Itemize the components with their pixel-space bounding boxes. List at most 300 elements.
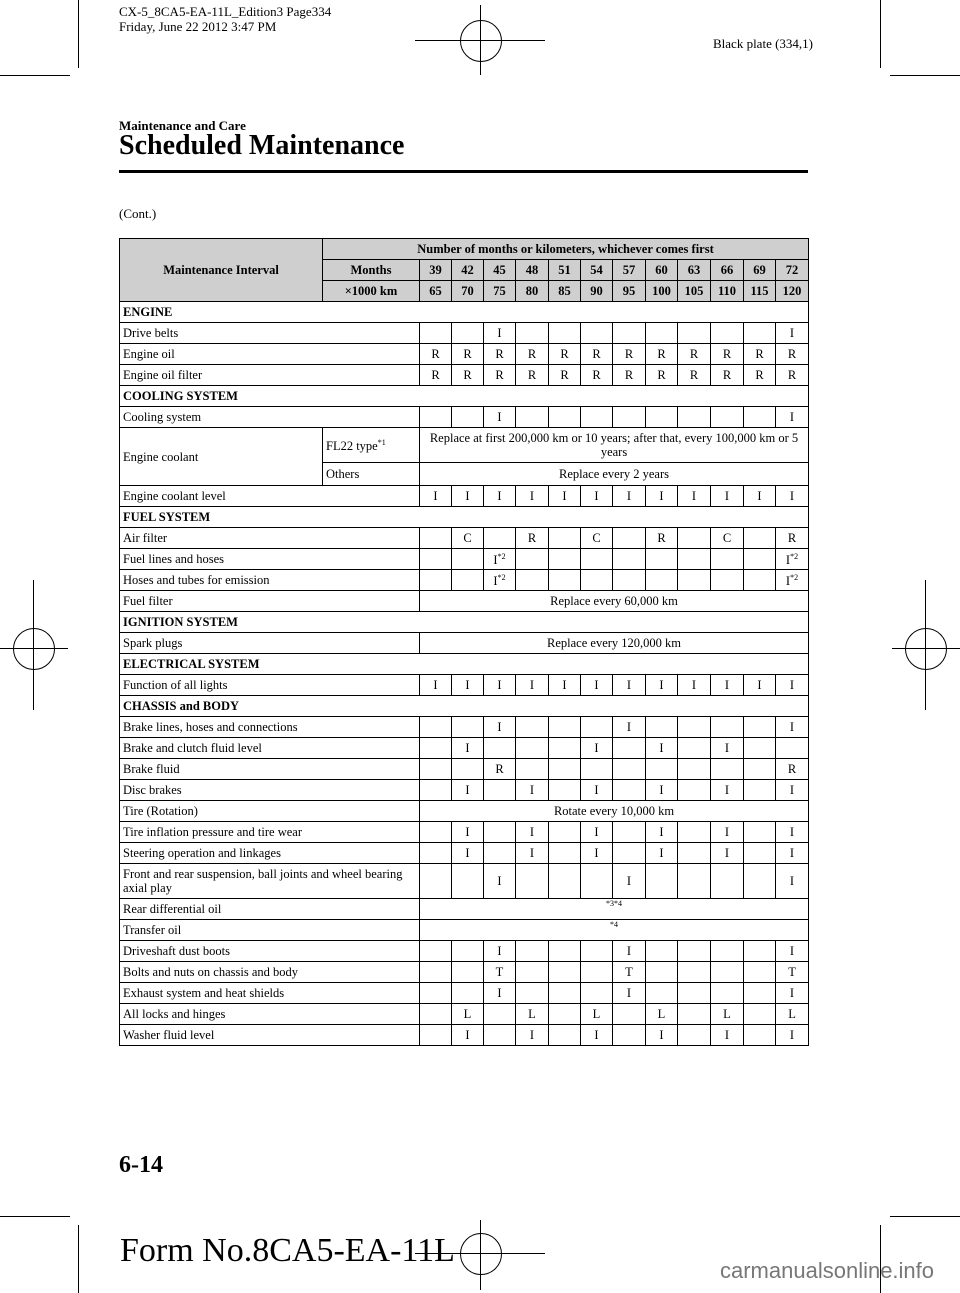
schedule-cell (581, 864, 613, 899)
schedule-code: I (529, 846, 535, 860)
schedule-cell (678, 528, 711, 549)
schedule-cell (420, 344, 452, 365)
table-row (120, 899, 809, 920)
schedule-code: R (787, 368, 797, 382)
schedule-cell (646, 983, 678, 1004)
km-label: ×1000 km (323, 281, 420, 302)
schedule-cell (420, 864, 452, 899)
schedule-cell (420, 549, 452, 570)
schedule-cell (646, 344, 678, 365)
schedule-cell (516, 843, 549, 864)
schedule-cell (678, 843, 711, 864)
schedule-code: I (789, 846, 795, 860)
schedule-cell (516, 864, 549, 899)
section-row (120, 302, 809, 323)
schedule-cell (420, 983, 452, 1004)
schedule-cell (420, 323, 452, 344)
schedule-cell (452, 365, 484, 386)
schedule-cell (581, 843, 613, 864)
item-label: Brake fluid (120, 759, 420, 780)
km-cell: 85 (549, 281, 581, 302)
schedule-cell (581, 344, 613, 365)
month-cell: 39 (420, 260, 452, 281)
schedule-code: I (789, 825, 795, 839)
schedule-cell (678, 864, 711, 899)
schedule-code: I (724, 783, 730, 797)
schedule-code: R (722, 347, 732, 361)
schedule-cell (581, 1025, 613, 1046)
schedule-code: I (594, 783, 599, 797)
schedule-cell (646, 549, 678, 570)
schedule-code: I (562, 678, 567, 692)
schedule-cell (484, 1004, 516, 1025)
schedule-cell (776, 549, 809, 570)
schedule-code: T (495, 965, 504, 979)
schedule-code: R (463, 347, 472, 361)
schedule-cell (452, 983, 484, 1004)
schedule-cell (549, 780, 581, 801)
schedule-cell (744, 738, 776, 759)
schedule-cell (581, 941, 613, 962)
schedule-cell (549, 1004, 581, 1025)
schedule-code: R (624, 368, 634, 382)
table-row (120, 759, 809, 780)
schedule-cell (646, 822, 678, 843)
schedule-code: R (495, 347, 504, 361)
table-row (120, 486, 809, 507)
schedule-cell (484, 941, 516, 962)
table-row (120, 1025, 809, 1046)
footnote-ref: *2 (790, 552, 799, 562)
schedule-cell (744, 1025, 776, 1046)
schedule-code: L (788, 1007, 796, 1021)
schedule-cell (678, 1025, 711, 1046)
schedule-code: R (755, 368, 764, 382)
schedule-cell (711, 407, 744, 428)
span-note: Replace every 120,000 km (420, 633, 809, 654)
schedule-cell (744, 962, 776, 983)
schedule-cell (613, 864, 646, 899)
schedule-cell (678, 738, 711, 759)
schedule-cell (516, 780, 549, 801)
schedule-code: I (433, 678, 438, 692)
schedule-cell (744, 843, 776, 864)
section-row (120, 507, 809, 528)
schedule-code: I (497, 986, 502, 1000)
footnote-ref: *2 (497, 573, 506, 583)
schedule-cell (484, 1025, 516, 1046)
schedule-cell (484, 528, 516, 549)
schedule-code: R (527, 368, 537, 382)
schedule-code: R (755, 347, 764, 361)
schedule-cell (646, 759, 678, 780)
km-cell: 115 (744, 281, 776, 302)
section-row (120, 696, 809, 717)
km-cell: 105 (678, 281, 711, 302)
cont-label: (Cont.) (119, 206, 157, 221)
schedule-cell (452, 941, 484, 962)
section-title: IGNITION SYSTEM (120, 612, 809, 633)
table-row (120, 633, 809, 654)
schedule-cell (678, 675, 711, 696)
schedule-cell (776, 780, 809, 801)
schedule-cell (484, 780, 516, 801)
schedule-cell (613, 323, 646, 344)
schedule-cell (744, 365, 776, 386)
schedule-cell (549, 675, 581, 696)
table-row (120, 570, 809, 591)
schedule-cell: I (452, 486, 484, 507)
plate-label: Black plate (334,1) (713, 36, 813, 51)
schedule-code: L (592, 1007, 601, 1021)
header-row (120, 239, 809, 260)
schedule-code: I (789, 678, 795, 692)
schedule-code: I (659, 846, 664, 860)
schedule-cell (776, 738, 809, 759)
schedule-cell (420, 528, 452, 549)
schedule-cell (484, 323, 516, 344)
schedule-code: R (592, 368, 601, 382)
schedule-cell (776, 983, 809, 1004)
schedule-cell (549, 365, 581, 386)
schedule-code: R (495, 368, 504, 382)
schedule-code: R (787, 762, 797, 776)
schedule-cell (613, 843, 646, 864)
schedule-code: R (657, 347, 666, 361)
km-cell: 90 (581, 281, 613, 302)
schedule-cell (646, 780, 678, 801)
schedule-cell (646, 941, 678, 962)
month-cell: 72 (776, 260, 809, 281)
schedule-code: C (592, 531, 601, 545)
schedule-code: I (659, 1028, 664, 1042)
month-cell: 66 (711, 260, 744, 281)
schedule-cell (420, 365, 452, 386)
schedule-cell (711, 738, 744, 759)
schedule-cell (711, 1004, 744, 1025)
schedule-cell (452, 962, 484, 983)
schedule-code: I (497, 410, 502, 424)
schedule-cell (484, 843, 516, 864)
section-title: ELECTRICAL SYSTEM (120, 654, 809, 675)
schedule-code: L (657, 1007, 666, 1021)
schedule-code: I (529, 1028, 535, 1042)
schedule-code: R (657, 368, 666, 382)
table-row (120, 591, 809, 612)
schedule-cell (516, 738, 549, 759)
section-title: CHASSIS and BODY (120, 696, 809, 717)
item-label: Transfer oil (120, 920, 420, 941)
schedule-cell (678, 549, 711, 570)
schedule-cell (646, 365, 678, 386)
item-label: Washer fluid level (120, 1025, 420, 1046)
form-number: Form No.8CA5-EA-11L (120, 1232, 455, 1269)
month-cell: 69 (744, 260, 776, 281)
schedule-cell (711, 717, 744, 738)
schedule-cell (581, 780, 613, 801)
title-rule (119, 170, 808, 173)
table-row (120, 843, 809, 864)
schedule-cell (744, 822, 776, 843)
schedule-cell (776, 344, 809, 365)
schedule-code: I (465, 846, 470, 860)
schedule-code: R (657, 531, 666, 545)
schedule-cell (711, 365, 744, 386)
schedule-code: R (431, 347, 440, 361)
footnote-ref: *1 (377, 438, 386, 448)
footnote-ref: *2 (497, 552, 506, 562)
schedule-code: I (626, 874, 632, 888)
schedule-code: I (789, 783, 795, 797)
schedule-code: R (722, 368, 732, 382)
schedule-cell (484, 983, 516, 1004)
schedule-code: I (594, 678, 599, 692)
months-label: Months (323, 260, 420, 281)
schedule-cell (646, 407, 678, 428)
schedule-cell (452, 407, 484, 428)
schedule-cell (549, 323, 581, 344)
footnote-note: *4 (420, 920, 809, 941)
km-cell: 120 (776, 281, 809, 302)
schedule-code: R (560, 347, 569, 361)
schedule-code: I (789, 326, 795, 340)
schedule-cell (452, 738, 484, 759)
schedule-cell (452, 822, 484, 843)
schedule-cell (516, 675, 549, 696)
schedule-cell (581, 365, 613, 386)
schedule-code: R (527, 531, 537, 545)
schedule-code: R (431, 368, 440, 382)
schedule-cell (613, 780, 646, 801)
schedule-cell (484, 344, 516, 365)
schedule-cell (776, 365, 809, 386)
schedule-cell: I (776, 486, 809, 507)
coolant-label: Engine coolant (120, 428, 323, 486)
schedule-cell (420, 822, 452, 843)
schedule-cell (776, 717, 809, 738)
section-title: FUEL SYSTEM (120, 507, 809, 528)
schedule-code: I (465, 741, 470, 755)
item-label: Tire (Rotation) (120, 801, 420, 822)
schedule-code: I (659, 825, 664, 839)
table-row (120, 920, 809, 941)
schedule-cell (678, 780, 711, 801)
table-row (120, 717, 809, 738)
schedule-code: I (497, 678, 502, 692)
coolant-type2: Others (323, 463, 420, 486)
schedule-cell (678, 941, 711, 962)
schedule-code: I (626, 678, 632, 692)
schedule-code: I (626, 720, 632, 734)
schedule-cell (613, 759, 646, 780)
schedule-code: L (463, 1007, 472, 1021)
schedule-code: I (724, 825, 730, 839)
schedule-cell (678, 983, 711, 1004)
schedule-cell (420, 962, 452, 983)
schedule-cell (678, 962, 711, 983)
schedule-cell (678, 570, 711, 591)
schedule-code: I (785, 553, 791, 568)
schedule-code: I (594, 1028, 599, 1042)
schedule-cell (711, 780, 744, 801)
watermark: carmanualsonline.info (720, 1258, 935, 1283)
schedule-code: T (788, 965, 796, 979)
month-cell: 63 (678, 260, 711, 281)
item-label: Exhaust system and heat shields (120, 983, 420, 1004)
month-cell: 51 (549, 260, 581, 281)
table-row (120, 962, 809, 983)
schedule-cell (613, 675, 646, 696)
schedule-cell (711, 549, 744, 570)
schedule-cell (549, 570, 581, 591)
schedule-cell (711, 941, 744, 962)
km-cell: 110 (711, 281, 744, 302)
schedule-cell (646, 717, 678, 738)
schedule-cell (484, 962, 516, 983)
schedule-cell (484, 407, 516, 428)
schedule-cell (420, 738, 452, 759)
schedule-code: I (497, 874, 502, 888)
schedule-code: I (757, 678, 762, 692)
schedule-code: I (659, 783, 664, 797)
schedule-cell (484, 822, 516, 843)
schedule-cell (776, 528, 809, 549)
item-label: All locks and hinges (120, 1004, 420, 1025)
schedule-cell (711, 675, 744, 696)
interval-header: Maintenance Interval (120, 239, 323, 302)
schedule-cell (581, 407, 613, 428)
schedule-code: C (463, 531, 472, 545)
item-label: Engine coolant level (120, 486, 420, 507)
schedule-code: I (789, 944, 795, 958)
schedule-cell (516, 941, 549, 962)
table-row (120, 864, 809, 899)
item-label: Brake and clutch fluid level (120, 738, 420, 759)
item-label: Bolts and nuts on chassis and body (120, 962, 420, 983)
schedule-cell (613, 570, 646, 591)
schedule-cell (711, 822, 744, 843)
schedule-cell (549, 843, 581, 864)
schedule-code: I (626, 944, 632, 958)
item-label: Cooling system (120, 407, 420, 428)
item-label: Tire inflation pressure and tire wear (120, 822, 420, 843)
item-label: Fuel lines and hoses (120, 549, 420, 570)
span-note: Replace every 60,000 km (420, 591, 809, 612)
item-label: Function of all lights (120, 675, 420, 696)
schedule-cell (744, 759, 776, 780)
km-cell: 80 (516, 281, 549, 302)
schedule-code: R (495, 762, 504, 776)
schedule-cell (613, 549, 646, 570)
schedule-cell (711, 1025, 744, 1046)
schedule-cell (516, 1004, 549, 1025)
schedule-cell (581, 759, 613, 780)
schedule-code: I (493, 553, 498, 568)
coolant-type1-label: FL22 type (326, 439, 378, 454)
schedule-cell (678, 407, 711, 428)
schedule-cell (452, 323, 484, 344)
schedule-code: I (594, 741, 599, 755)
schedule-cell (744, 717, 776, 738)
schedule-cell (549, 941, 581, 962)
schedule-cell (452, 780, 484, 801)
schedule-cell (711, 759, 744, 780)
schedule-cell (516, 962, 549, 983)
schedule-code: I (465, 1028, 470, 1042)
item-label: Engine oil filter (120, 365, 420, 386)
schedule-cell (646, 843, 678, 864)
schedule-cell (744, 864, 776, 899)
schedule-cell (549, 738, 581, 759)
section-title: COOLING SYSTEM (120, 386, 809, 407)
page-title: Scheduled Maintenance (119, 130, 405, 161)
section-label: Maintenance and Care (119, 118, 246, 133)
schedule-cell (678, 822, 711, 843)
schedule-cell (484, 864, 516, 899)
schedule-cell (420, 843, 452, 864)
schedule-cell (646, 1004, 678, 1025)
schedule-cell (452, 344, 484, 365)
schedule-cell (646, 323, 678, 344)
schedule-cell (613, 528, 646, 549)
schedule-cell (452, 843, 484, 864)
footnote-ref: *2 (790, 573, 799, 583)
table-row (120, 738, 809, 759)
km-cell: 75 (484, 281, 516, 302)
schedule-code: I (626, 986, 632, 1000)
schedule-cell (678, 759, 711, 780)
table-row (120, 344, 809, 365)
schedule-cell: I (744, 486, 776, 507)
schedule-cell (452, 864, 484, 899)
interval-heading: Number of months or kilometers, whichever comes first (323, 239, 809, 260)
schedule-cell (744, 528, 776, 549)
schedule-cell (646, 738, 678, 759)
schedule-cell: I (581, 486, 613, 507)
schedule-cell (516, 717, 549, 738)
schedule-cell (516, 983, 549, 1004)
item-label: Front and rear suspension, ball joints and wheel bearing axial play (120, 864, 420, 899)
schedule-cell (744, 344, 776, 365)
km-cell: 65 (420, 281, 452, 302)
table-row (120, 983, 809, 1004)
maintenance-table (119, 238, 809, 1046)
table-row (120, 822, 809, 843)
schedule-cell (776, 407, 809, 428)
item-label: Drive belts (120, 323, 420, 344)
schedule-cell (549, 962, 581, 983)
schedule-code: I (789, 1028, 795, 1042)
item-label: Disc brakes (120, 780, 420, 801)
schedule-code: I (497, 720, 502, 734)
schedule-cell (581, 675, 613, 696)
schedule-cell (581, 570, 613, 591)
schedule-cell (452, 570, 484, 591)
schedule-cell (776, 843, 809, 864)
schedule-cell (776, 941, 809, 962)
schedule-cell (549, 759, 581, 780)
coolant-row (120, 428, 809, 463)
schedule-cell (613, 1025, 646, 1046)
schedule-code: I (497, 326, 502, 340)
schedule-cell (776, 822, 809, 843)
month-cell: 48 (516, 260, 549, 281)
schedule-cell (581, 549, 613, 570)
schedule-cell (613, 962, 646, 983)
item-label: Hoses and tubes for emission (120, 570, 420, 591)
schedule-cell (646, 675, 678, 696)
schedule-cell (613, 983, 646, 1004)
